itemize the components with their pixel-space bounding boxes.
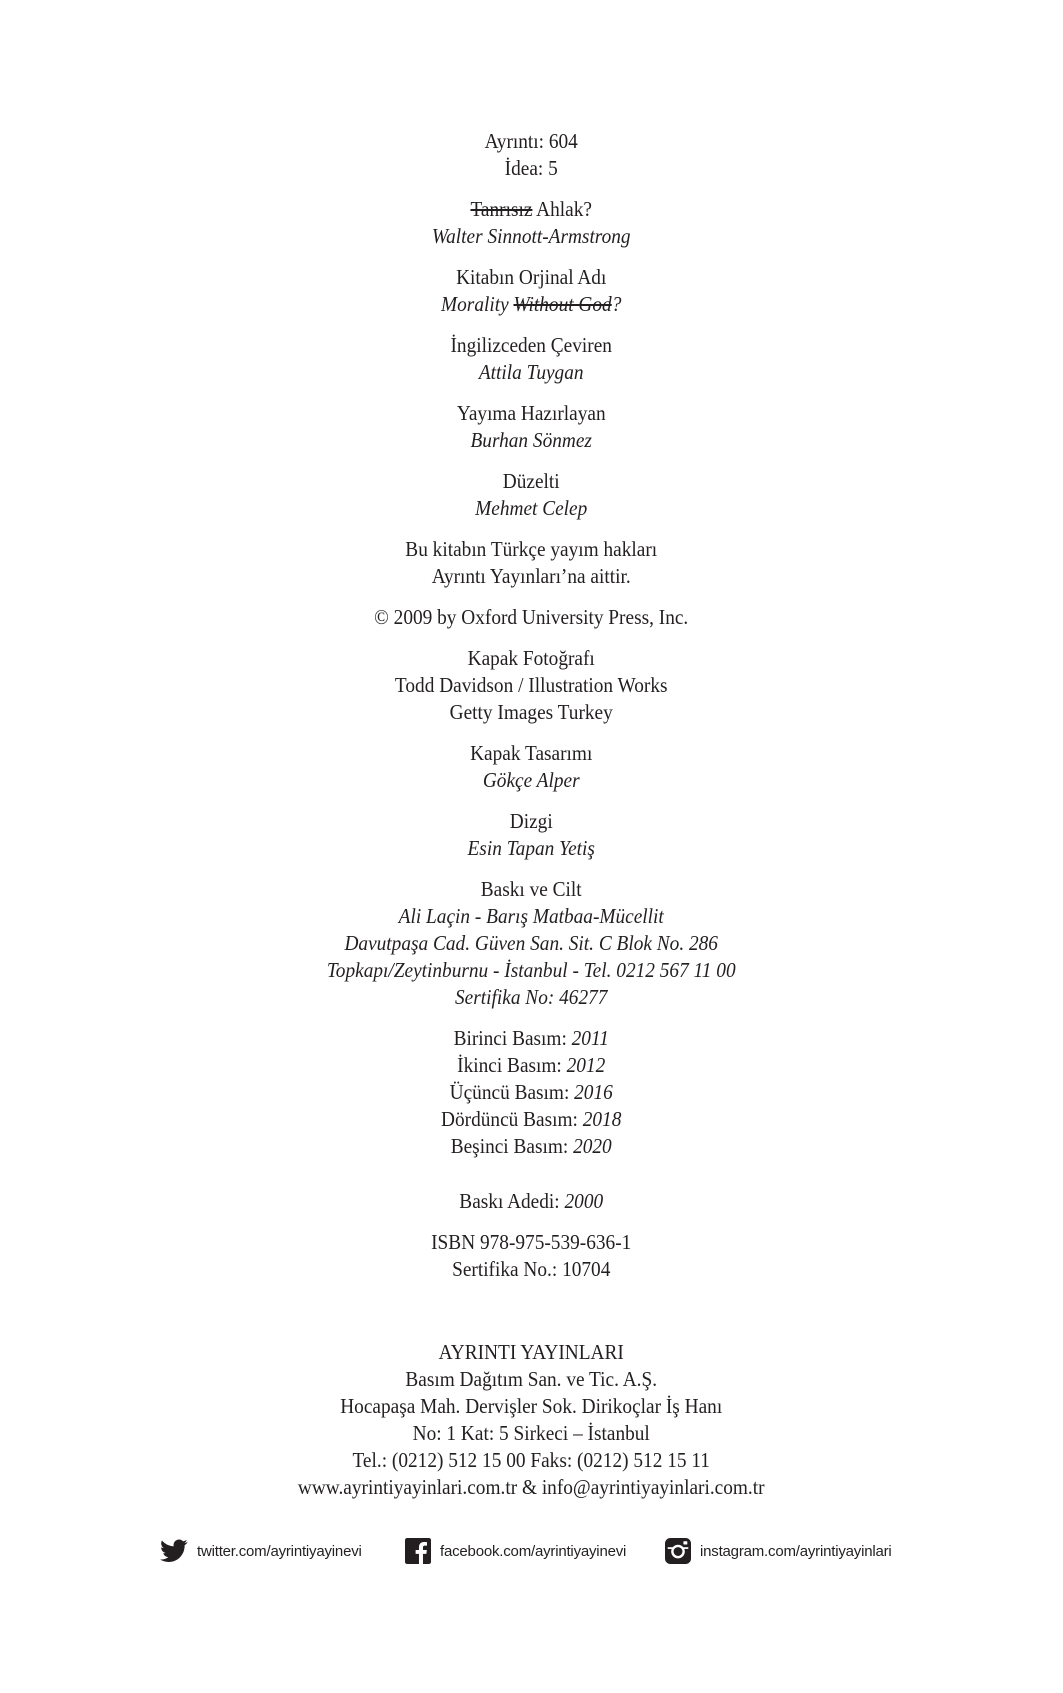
publisher-line: Basım Dağıtım San. ve Tic. A.Ş. [405, 1367, 658, 1391]
print-run [42, 1188, 1020, 1215]
social-links [160, 1534, 920, 1568]
typesetting-block [42, 808, 1020, 862]
printing-line: Ali Laçin - Barış Matbaa-Mücellit [398, 904, 664, 928]
title-block [42, 196, 1020, 250]
facebook-icon [405, 1538, 431, 1564]
edition-year: 2016 [574, 1080, 613, 1104]
book-title [42, 196, 1020, 223]
edition-line [42, 1106, 1020, 1133]
proofreading-block [42, 468, 1020, 522]
printing-block [42, 876, 1020, 1011]
editor-block [42, 400, 1020, 454]
print-run-block [42, 1188, 1020, 1215]
translator-name: Attila Tuygan [478, 360, 584, 384]
edition-line [42, 1079, 1020, 1106]
edition-year: 2020 [573, 1134, 612, 1158]
translator-label: İngilizceden Çeviren [450, 333, 612, 357]
facebook-link[interactable] [405, 1534, 626, 1568]
edition-label: Beşinci Basım: [450, 1134, 574, 1158]
isbn: ISBN 978-975-539-636-1 [431, 1230, 632, 1254]
print-run-label: Baskı Adedi: [459, 1189, 565, 1213]
series-block [42, 128, 1020, 182]
certificate-number: Sertifika No.: 10704 [452, 1257, 611, 1281]
rights-block [42, 536, 1020, 590]
instagram-url: instagram.com/ayrintiyayinlari [700, 1542, 892, 1560]
edition-year: 2011 [571, 1026, 609, 1050]
proofreading-name: Mehmet Celep [475, 496, 588, 520]
original-title [42, 291, 1020, 318]
publisher-line: No: 1 Kat: 5 Sirkeci – İstanbul [412, 1421, 650, 1445]
author-name: Walter Sinnott-Armstrong [431, 224, 631, 248]
facebook-url: facebook.com/ayrintiyayinevi [440, 1542, 627, 1560]
edition-label: Üçüncü Basım: [449, 1080, 575, 1104]
cover-design-label: Kapak Tasarımı [470, 741, 593, 765]
twitter-icon [160, 1539, 188, 1563]
typesetting-label: Dizgi [509, 809, 553, 833]
publisher-name: AYRINTI YAYINLARI [438, 1340, 624, 1364]
series-line: İdea: 5 [504, 156, 558, 180]
rights-line: Bu kitabın Türkçe yayım hakları [405, 537, 658, 561]
printing-line: Sertifika No: 46277 [455, 985, 608, 1009]
title-struck-word: Tanrısız [470, 197, 533, 221]
colophon [42, 128, 1020, 1515]
copyright-block [42, 604, 1020, 631]
title-rest: Ahlak? [532, 197, 592, 221]
publisher-line: Hocapaşa Mah. Dervişler Sok. Dirikoçlar İş Hanı [340, 1394, 723, 1418]
original-title-end: ? [611, 292, 622, 316]
edition-year: 2018 [582, 1107, 622, 1131]
isbn-block [42, 1229, 1020, 1283]
edition-line [42, 1133, 1020, 1160]
proofreading-label: Düzelti [502, 469, 560, 493]
edition-label: Dördüncü Basım: [441, 1107, 583, 1131]
edition-line [42, 1052, 1020, 1079]
printing-line: Davutpaşa Cad. Güven San. Sit. C Blok No. 286 [344, 931, 718, 955]
cover-photo-block [42, 645, 1020, 726]
cover-photo-label: Kapak Fotoğrafı [467, 646, 595, 670]
translator-block [42, 332, 1020, 386]
original-title-block [42, 264, 1020, 318]
rights-line: Ayrıntı Yayınları’na aittir. [431, 564, 631, 588]
edition-label: Birinci Basım: [453, 1026, 572, 1050]
cover-design-block [42, 740, 1020, 794]
series-line: Ayrıntı: 604 [484, 129, 578, 153]
editor-name: Burhan Sönmez [470, 428, 592, 452]
typesetting-name: Esin Tapan Yetiş [467, 836, 595, 860]
printing-line: Topkapı/Zeytinburnu - İstanbul - Tel. 0212 567 11 00 [326, 958, 736, 982]
editions-block [42, 1025, 1020, 1160]
original-title-struck: Without God [513, 292, 612, 316]
twitter-link[interactable] [160, 1534, 362, 1568]
publisher-line: Tel.: (0212) 512 15 00 Faks: (0212) 512 15 11 [352, 1448, 710, 1472]
printing-label: Baskı ve Cilt [480, 877, 582, 901]
twitter-url: twitter.com/ayrintiyayinevi [197, 1542, 362, 1560]
edition-line [42, 1025, 1020, 1052]
print-run-value: 2000 [564, 1189, 604, 1213]
edition-year: 2012 [566, 1053, 606, 1077]
edition-label: İkinci Basım: [457, 1053, 567, 1077]
original-title-plain: Morality [441, 292, 514, 316]
cover-photo-line: Getty Images Turkey [449, 700, 613, 724]
publisher-web: www.ayrintiyayinlari.com.tr & info@ayrintiyayinlari.com.tr [297, 1475, 765, 1499]
original-title-label: Kitabın Orjinal Adı [456, 265, 607, 289]
instagram-icon [665, 1538, 691, 1564]
cover-design-name: Gökçe Alper [482, 768, 580, 792]
editor-label: Yayıma Hazırlayan [456, 401, 606, 425]
publisher-block [42, 1339, 1020, 1501]
copyright-notice: © 2009 by Oxford University Press, Inc. [374, 605, 689, 629]
cover-photo-line: Todd Davidson / Illustration Works [394, 673, 668, 697]
instagram-link[interactable] [665, 1534, 892, 1568]
